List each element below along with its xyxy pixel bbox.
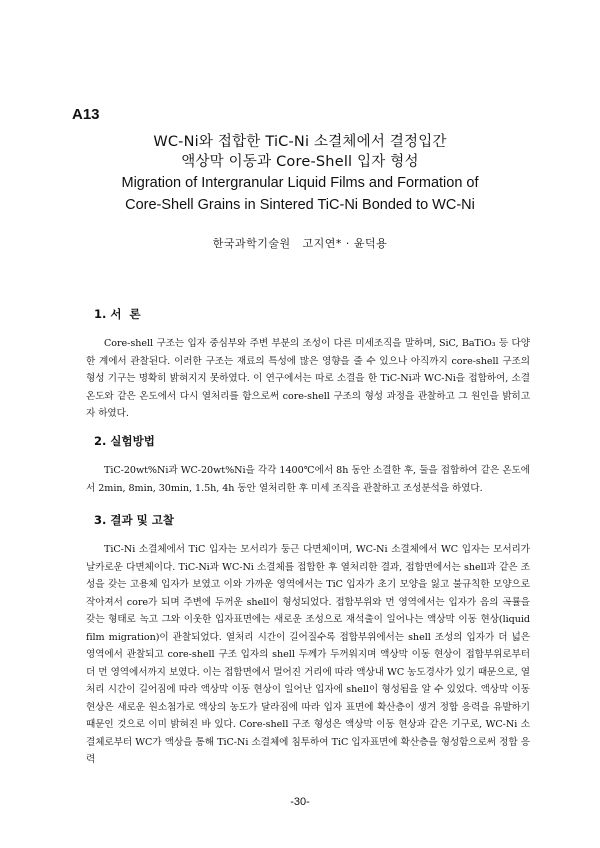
author-line: 한국과학기술원 고지연* · 윤덕용 — [212, 237, 388, 250]
title-english-line2: Core-Shell Grains in Sintered TiC-Ni Bonded to WC-Ni — [125, 197, 475, 213]
section-heading: 1. 서 론 — [94, 307, 141, 321]
title-english-line1: Migration of Intergranular Liquid Films and Formation of — [121, 175, 479, 191]
section-results — [86, 512, 530, 769]
abstract-code: A13 — [72, 106, 100, 123]
section-introduction — [86, 306, 530, 423]
section-methods — [86, 433, 530, 497]
title-korean-line2: 액상막 이동과 Core-Shell 입자 형성 — [181, 154, 419, 170]
section-body: TiC-Ni 소결체에서 TiC 입자는 모서리가 둥근 다면체이며, WC-Ni 소결체에서 WC 입자는 모서리가 날카로운 다면체이다. TiC-Ni과 WC-Ni 소결체를 접합한 후 열처리한 결과, 접합면에서는 shell과 같은 조성을 갖는 고용체 입자가 보였고 이와 가까운 영역에서는 TiC 입자가 초기 모양을 잃고 불규칙한 모양으로 작아져서 core가 되며 주변에 두꺼운 shell이 형성되었다. 접합부위와 먼 영역에서는 입자가 음의 곡률을 갖는 형태로 녹고 그와 이웃한 입자표면에는 새로운 조성으로 재석출이 일어나는 액상막 이동 현상(liquid film migration)이 관찰되었다. 열처리 시간이 길어질수록 접합부위에서는 shell 조성의 입자가 더 넓은 영역에서 관찰되고 core-shell 구조 입자의 shell 두께가 두꺼워지며 액상막 이동 현상이 접합부위로부터 더 먼 영역에서까지 보였다. 이는 접합면에서 멀어진 거리에 따라 액상내 WC 농도경사가 있기 때문으로, 열처리 시간이 길어짐에 따라 액상막 이동 현상이 일어난 입자에 shell이 형성됨을 알 수 있었다. 액상막 이동 현상은 새로운 원소첨가로 액상의 농도가 달라짐에 따라 입자 표면에 확산층이 생겨 정합 응력을 유발하기 때문인 것으로 이미 밝혀진 바 있다. Core-shell 구조 형성은 액상막 이동 현상과 같은 기구로, WC-Ni 소결체로부터 WC가 액상을 통해 TiC-Ni 소결체에 침투하여 TiC 입자표면에 확산층을 형성함으로써 정합 응력 — [86, 544, 530, 765]
section-heading: 2. 실험방법 — [94, 434, 155, 448]
title-korean-line1: WC-Ni와 접합한 TiC-Ni 소결체에서 결정입간 — [153, 134, 447, 150]
page-number: -30- — [290, 796, 310, 808]
section-heading: 3. 결과 및 고찰 — [94, 513, 174, 527]
section-body: TiC-20wt%Ni과 WC-20wt%Ni을 각각 1400℃에서 8h 동안 소결한 후, 둘을 접합하여 같은 온도에서 2min, 8min, 30min, 1.5h, 4h 동안 열처리한 후 미세 조직을 관찰하고 조성분석을 하였다. — [86, 465, 530, 494]
section-body: Core-shell 구조는 입자 중심부와 주변 부분의 조성이 다른 미세조직을 말하며, SiC, BaTiO₃ 등 다양한 계에서 관찰된다. 이러한 구조는 재료의 특성에 많은 영향을 줄 수 있으나 아직까지 core-shell 구조의 형성 기구는 명확히 밝혀지지 못하였다. 이 연구에서는 따로 소결을 한 TiC-Ni과 WC-Ni을 접합하여, 소결 온도와 같은 온도에서 다시 열처리를 함으로써 core-shell 구조의 형성 과정을 관찰하고 그 원인을 밝히고자 하였다. — [86, 338, 530, 419]
title-block — [0, 132, 600, 216]
